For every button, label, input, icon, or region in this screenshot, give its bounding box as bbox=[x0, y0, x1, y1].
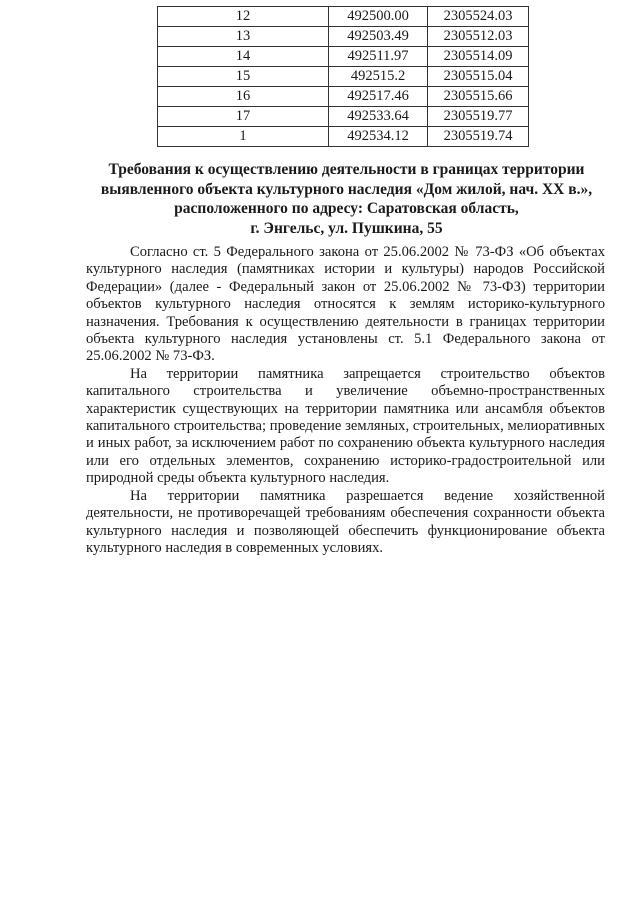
table-row bbox=[158, 87, 529, 107]
x-coordinate-cell: 492503.49 bbox=[329, 27, 428, 47]
point-number-cell: 12 bbox=[158, 7, 329, 27]
point-number-cell: 13 bbox=[158, 27, 329, 47]
x-coordinate-cell: 492500.00 bbox=[329, 7, 428, 27]
table-row bbox=[158, 7, 529, 27]
x-coordinate-cell: 492511.97 bbox=[329, 47, 428, 67]
point-number-cell: 1 bbox=[158, 127, 329, 147]
point-number-cell: 17 bbox=[158, 107, 329, 127]
y-coordinate-cell: 2305512.03 bbox=[428, 27, 529, 47]
y-coordinate-cell: 2305519.74 bbox=[428, 127, 529, 147]
table-row bbox=[158, 127, 529, 147]
x-coordinate-cell: 492515.2 bbox=[329, 67, 428, 87]
x-coordinate-cell: 492534.12 bbox=[329, 127, 428, 147]
table-row bbox=[158, 27, 529, 47]
heading-line-3: расположенного по адресу: Саратовская область, bbox=[174, 200, 519, 217]
heading-line-1: Требования к осуществлению деятельности в границах территории bbox=[108, 161, 585, 178]
y-coordinate-cell: 2305519.77 bbox=[428, 107, 529, 127]
y-coordinate-cell: 2305514.09 bbox=[428, 47, 529, 67]
body-text bbox=[86, 244, 605, 557]
heading-line-2: выявленного объекта культурного наследия «Дом жилой, нач. XX в.», bbox=[100, 180, 593, 198]
y-coordinate-cell: 2305515.04 bbox=[428, 67, 529, 87]
point-number-cell: 15 bbox=[158, 67, 329, 87]
coordinates-table-body bbox=[158, 7, 529, 147]
coordinates-table bbox=[157, 6, 529, 147]
table-row bbox=[158, 67, 529, 87]
table-row bbox=[158, 107, 529, 127]
paragraph-permissions: На территории памятника разрешается ведение хозяйственной деятельности, не противоречащей требованиям обеспечения сохранности объекта культурного наследия и позволяющей обеспечить функционирование объекта культурного наследия в современных условиях. bbox=[86, 487, 605, 556]
y-coordinate-cell: 2305524.03 bbox=[428, 7, 529, 27]
point-number-cell: 16 bbox=[158, 87, 329, 107]
x-coordinate-cell: 492517.46 bbox=[329, 87, 428, 107]
paragraph-legal-basis: Согласно ст. 5 Федерального закона от 25.06.2002 № 73-ФЗ «Об объектах культурного наследия (памятниках истории и культуры) народов Российской Федерации» (далее - Федеральный закон от 25.06.2002 № 73-ФЗ) территории объектов культурного наследия относятся к землям историко-культурного назначения. Требования к осуществлению деятельности в границах территории объекта культурного наследия установлены ст. 5.1 Федерального закона от 25.06.2002 № 73-ФЗ. bbox=[86, 244, 605, 365]
section-heading bbox=[80, 160, 613, 238]
y-coordinate-cell: 2305515.66 bbox=[428, 87, 529, 107]
paragraph-prohibitions: На территории памятника запрещается строительство объектов капитального строительства и увеличение объемно-пространственных характеристик существующих на территории памятника или ансамбля объектов капитального строительства; проведение земляных, строительных, мелиоративных и иных работ, за исключением работ по сохранению объекта культурного наследия или его отдельных элементов, сохранению историко-градостроительной или природной среды объекта культурного наследия. bbox=[86, 365, 605, 487]
heading-line-4: г. Энгельс, ул. Пушкина, 55 bbox=[250, 219, 443, 237]
x-coordinate-cell: 492533.64 bbox=[329, 107, 428, 127]
point-number-cell: 14 bbox=[158, 47, 329, 67]
table-row bbox=[158, 47, 529, 67]
